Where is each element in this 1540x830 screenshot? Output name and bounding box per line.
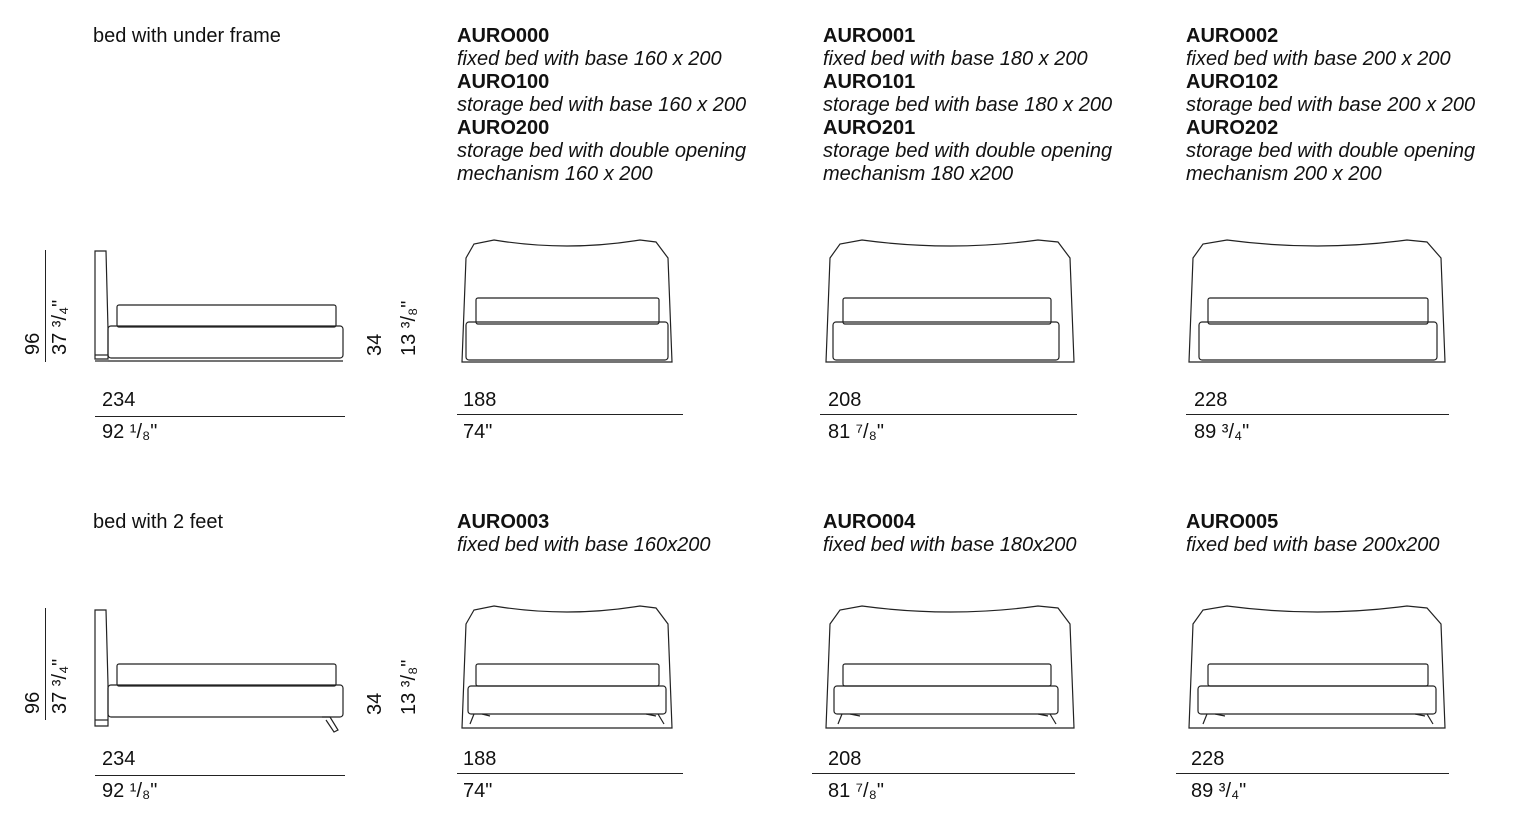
length-in-label: 92 ¹/₈": [102, 780, 158, 802]
height-in-label: 37 ³/₄": [49, 299, 71, 355]
dimension-line: [812, 773, 1075, 774]
model-code: AURO002: [1186, 25, 1279, 47]
model-description: fixed bed with base 180 x 200: [823, 48, 1088, 70]
model-legend: [1186, 25, 1475, 186]
dimension-line: [95, 416, 345, 417]
model-code: AURO101: [823, 71, 916, 93]
model-description: fixed bed with base 180x200: [823, 534, 1077, 556]
width-in-label: 74": [463, 780, 493, 802]
width-in-label: 74": [463, 421, 493, 443]
section-label-two-feet: bed with 2 feet: [93, 511, 224, 533]
side-view-drawing: [94, 608, 346, 734]
section-label-under-frame: bed with under frame: [93, 25, 281, 47]
dimension-line: [457, 414, 683, 415]
width-cm-label: 208: [828, 748, 862, 770]
front-height-in-label: 13 ³/₈": [398, 300, 420, 356]
width-cm-label: 188: [463, 389, 497, 411]
model-code: AURO100: [457, 71, 550, 93]
front-height-cm-label: 34: [364, 333, 386, 356]
model-code: AURO202: [1186, 117, 1279, 139]
model-legend: [1186, 511, 1440, 557]
width-in-label: 89 ³/₄": [1191, 780, 1247, 802]
model-code: AURO200: [457, 117, 550, 139]
model-description: storage bed with base 160 x 200: [457, 94, 747, 116]
model-code: AURO001: [823, 25, 916, 47]
model-description: storage bed with double opening: [823, 140, 1113, 162]
width-cm-label: 228: [1191, 748, 1225, 770]
model-description-cont: mechanism 180 x200: [823, 163, 1014, 185]
front-view-drawing: [460, 238, 675, 364]
dimension-line: [457, 773, 683, 774]
front-view-drawing: [1187, 604, 1449, 730]
width-in-label: 89 ³/₄": [1194, 421, 1250, 443]
width-in-label: 81 ⁷/₈": [828, 421, 884, 443]
model-code: AURO000: [457, 25, 550, 47]
side-view-drawing: [94, 249, 346, 364]
model-code: AURO102: [1186, 71, 1279, 93]
model-code: AURO201: [823, 117, 916, 139]
model-description: fixed bed with base 200 x 200: [1186, 48, 1451, 70]
model-description: fixed bed with base 160 x 200: [457, 48, 722, 70]
model-legend: [457, 25, 746, 186]
height-in-label: 37 ³/₄": [49, 658, 71, 714]
model-legend: [823, 511, 1077, 557]
model-code: AURO005: [1186, 511, 1279, 533]
front-view-drawing: [824, 604, 1078, 730]
width-cm-label: 228: [1194, 389, 1228, 411]
model-description-cont: mechanism 160 x 200: [457, 163, 653, 185]
dimension-line: [45, 608, 46, 720]
length-cm-label: 234: [102, 748, 136, 770]
front-view-drawing: [1187, 238, 1449, 364]
model-description: fixed bed with base 160x200: [457, 534, 711, 556]
model-code: AURO003: [457, 511, 550, 533]
front-height-in-label: 13 ³/₈": [398, 659, 420, 715]
dimension-line: [820, 414, 1077, 415]
dimension-line: [1186, 414, 1449, 415]
dimension-line: [1176, 773, 1449, 774]
front-view-drawing: [460, 604, 675, 730]
model-code: AURO004: [823, 511, 916, 533]
height-cm-label: 96: [22, 691, 44, 714]
model-legend: [457, 511, 711, 557]
dimension-line: [45, 250, 46, 362]
width-cm-label: 188: [463, 748, 497, 770]
width-in-label: 81 ⁷/₈": [828, 780, 884, 802]
model-description: storage bed with double opening: [1186, 140, 1476, 162]
front-view-drawing: [824, 238, 1078, 364]
model-description: storage bed with base 180 x 200: [823, 94, 1113, 116]
dimension-line: [95, 775, 345, 776]
model-description-cont: mechanism 200 x 200: [1186, 163, 1382, 185]
model-description: fixed bed with base 200x200: [1186, 534, 1440, 556]
length-in-label: 92 ¹/₈": [102, 421, 158, 443]
width-cm-label: 208: [828, 389, 862, 411]
model-legend: [823, 25, 1112, 186]
model-description: storage bed with base 200 x 200: [1186, 94, 1476, 116]
length-cm-label: 234: [102, 389, 136, 411]
model-description: storage bed with double opening: [457, 140, 747, 162]
front-height-cm-label: 34: [364, 692, 386, 715]
height-cm-label: 96: [22, 332, 44, 355]
